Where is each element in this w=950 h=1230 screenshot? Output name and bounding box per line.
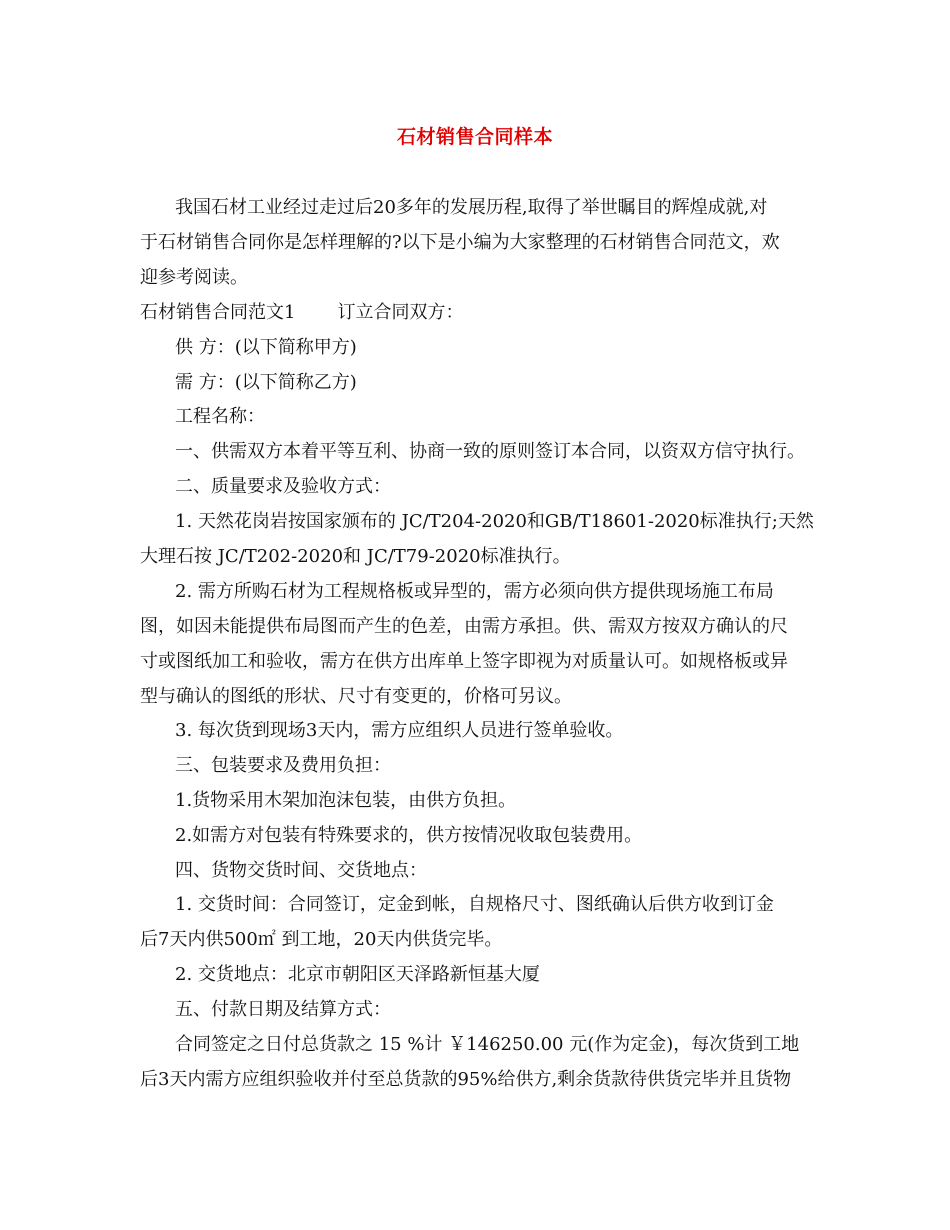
paragraph-line: 于石材销售合同你是怎样理解的?以下是小编为大家整理的石材销售合同范文，欢: [140, 232, 780, 253]
supplier-line: 供 方：(以下简称甲方): [175, 337, 357, 358]
parties-heading: 订立合同双方：: [337, 302, 464, 323]
project-name-line: 工程名称：: [175, 406, 265, 427]
document-title: 石材销售合同样本: [396, 126, 553, 148]
clause-line: 2.如需方对包装有特殊要求的，供方按情况收取包装费用。: [175, 825, 643, 846]
clause-line: 后3天内需方应组织验收并付至总货款的95%给供方,剩余货款待供货完毕并且货物: [140, 1069, 792, 1090]
clause-line: 一、供需双方本着平等互利、协商一致的原则签订本合同，以资双方信守执行。: [175, 441, 805, 462]
clause-line: 图，如因未能提供布局图而产生的色差，由需方承担。供、需双方按双方确认的尺: [140, 616, 788, 637]
section-heading: 石材销售合同范文1: [140, 302, 296, 323]
section-heading-line: [140, 301, 463, 325]
clause-line: 后7天内供500㎡ 到工地，20天内供货完毕。: [140, 929, 503, 950]
clause-line: 1. 天然花岗岩按国家颁布的 JC/T204-2020和GB/T18601-2020标准执行;天然: [175, 511, 814, 532]
buyer-line: 需 方：(以下简称乙方): [175, 372, 357, 393]
clause-line: 寸或图纸加工和验收，需方在供方出库单上签字即视为对质量认可。如规格板或异: [140, 651, 788, 672]
clause-line: 2. 需方所购石材为工程规格板或异型的，需方必须向供方提供现场施工布局: [175, 581, 774, 602]
clause-line: 2. 交货地点：北京市朝阳区天泽路新恒基大厦: [175, 964, 540, 985]
clause-line: 大理石按 JC/T202-2020和 JC/T79-2020标准执行。: [140, 546, 571, 567]
clause-heading: 三、包装要求及费用负担：: [175, 755, 391, 776]
clause-line: 3. 每次货到现场3天内，需方应组织人员进行签单验收。: [175, 720, 624, 741]
paragraph-line: 迎参考阅读。: [140, 267, 248, 288]
clause-line: 1.货物采用木架加泡沫包装，由供方负担。: [175, 790, 517, 811]
clause-heading: 二、质量要求及验收方式：: [175, 476, 391, 497]
paragraph-line: 我国石材工业经过走过后20多年的发展历程,取得了举世瞩目的辉煌成就,对: [175, 197, 768, 218]
clause-heading: 五、付款日期及结算方式：: [175, 999, 391, 1020]
clause-heading: 四、货物交货时间、交货地点：: [175, 860, 427, 881]
clause-line: 合同签定之日付总货款之 15 %计 ￥146250.00 元(作为定金)，每次货到工地: [175, 1034, 800, 1055]
clause-line: 型与确认的图纸的形状、尺寸有变更的，价格可另议。: [140, 686, 572, 707]
clause-line: 1. 交货时间：合同签订，定金到帐，自规格尺寸、图纸确认后供方收到订金: [175, 894, 774, 915]
